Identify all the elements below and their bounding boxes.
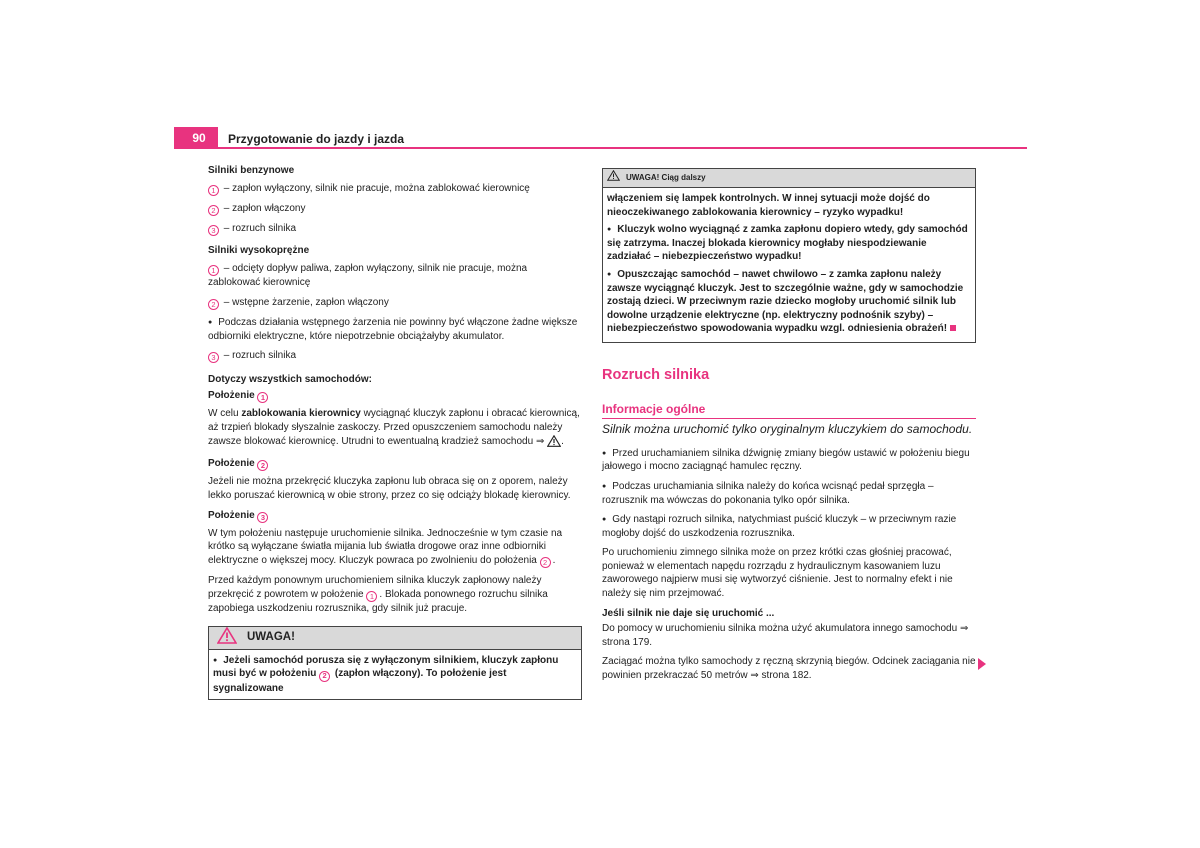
right-column bbox=[602, 168, 976, 689]
warning-continued-p2: ● Kluczyk wolno wyciągnąć z zamka zapłonu dopiero wtedy, gdy samochód się zatrzyma. Inaczej blokada kierownicy mogłaby niespodziewanie zadziałać – niebezpieczeństwo wypadku! bbox=[607, 223, 971, 264]
no-start-heading: Jeśli silnik nie daje się uruchomić ... bbox=[602, 607, 775, 619]
tow-start-text: Zaciągać można tylko samochody z ręczną skrzynią biegów. Odcinek zaciągania nie powinien przekraczać 50 metrów ⇒ strona 182. bbox=[602, 656, 976, 682]
warning-text-a: Jeżeli samochód porusza się z wyłączonym silnikiem, kluczyk zapłonu musi być w położeniu bbox=[213, 654, 559, 680]
diesel-glow-note: ● Podczas działania wstępnego żarzenia nie powinny być włączone żadne większe odbiorniki elektryczne, które niepotrzebnie obciążałyby akumulator. bbox=[208, 316, 582, 343]
warning-box bbox=[208, 626, 582, 700]
warning-text bbox=[213, 654, 577, 695]
warning-continued-p3 bbox=[607, 268, 971, 336]
warning-box-body bbox=[209, 650, 581, 699]
restart-text-b: . Blokada ponownego rozruchu silnika zapobiega uszkodzeniu rozrusznika, gdy silnik już pracuje. bbox=[208, 588, 548, 615]
restart-text bbox=[208, 574, 582, 615]
position-2-text: Jeżeli nie można przekręcić kluczyka zapłonu lub obraca się on z oporem, należy lekko poruszać kierownicą w obie strony, przez co się odciąży blokadę kierownicy. bbox=[208, 476, 571, 501]
left-column bbox=[208, 164, 582, 700]
steering-lock-term: zablokowania kierownicy bbox=[241, 408, 361, 420]
petrol-item-3 bbox=[208, 222, 582, 236]
petrol-item-3-text: – rozruch silnika bbox=[221, 223, 297, 235]
cold-engine-text: Po uruchomieniu zimnego silnika może on przez krótki czas głośniej pracować, ponieważ w elementach napędu rozrządu z hydraulicznym kasowaniem luzu zaworowego najpierw musi się wytworzyć ciśnienie. Jest to normalny efekt i nie należy się nim przejmować. bbox=[602, 547, 953, 600]
position-2-marker: 2 bbox=[257, 460, 268, 471]
position-1-marker: 1 bbox=[366, 591, 377, 602]
warning-continued-p1: włączeniem się lampek kontrolnych. W innej sytuacji może dojść do nieoczekiwanego zablokowania kierownicy – ryzyko wypadku! bbox=[607, 193, 930, 218]
position-1-text: W celu zablokowania kierownicy wyciągnąć kluczyk zapłonu i obracać kierownicą, aż trzpień blokady słyszalnie zaskoczy. Przed opuszczeniem samochodu należy zawsze blokować kierownicę. Utrudni to ewentualną kradzież samochodu ⇒ . bbox=[208, 407, 582, 451]
petrol-item-2-text: – zapłon włączony bbox=[221, 202, 306, 214]
jump-start-text: Do pomocy w uruchomieniu silnika można użyć akumulatora innego samochodu ⇒ strona 179. bbox=[602, 623, 969, 648]
all-cars-heading: Dotyczy wszystkich samochodów: bbox=[208, 374, 372, 386]
warning-icon bbox=[217, 627, 237, 649]
position-3-heading bbox=[208, 509, 582, 523]
position-2-marker: 2 bbox=[319, 671, 330, 682]
position-2-marker: 2 bbox=[208, 205, 219, 216]
diesel-heading: Silniki wysokoprężne bbox=[208, 245, 310, 257]
position-1-text-b: wyciągnąć kluczyk zapłonu i obracać kierownicą, aż trzpień blokady słyszalnie zaskoczy. Przed opuszczeniem samochodu należy zawsze blokować kierownicę. Utrudni to ewentualną kradzież samochodu ⇒ bbox=[208, 408, 580, 447]
warning-continued-body bbox=[603, 188, 975, 342]
intro-text: Silnik można uruchomić tylko oryginalnym kluczykiem do samochodu. bbox=[602, 422, 973, 437]
warning-icon bbox=[607, 170, 620, 186]
position-label: Położenie bbox=[208, 458, 255, 470]
diesel-item-1 bbox=[208, 262, 582, 290]
end-of-section-marker bbox=[950, 325, 956, 331]
diesel-item-2 bbox=[208, 296, 582, 310]
section-title: Rozruch silnika bbox=[602, 366, 710, 383]
position-1-text-a: W celu bbox=[208, 408, 242, 420]
diesel-item-3 bbox=[208, 349, 582, 363]
petrol-heading: Silniki benzynowe bbox=[208, 165, 295, 176]
bullet-neutral-gear: ● Przed uruchamianiem silnika dźwignię zmiany biegów ustawić w położeniu biegu jałowego i mocno zaciągnąć hamulec ręczny. bbox=[602, 447, 976, 474]
warning-title: UWAGA! bbox=[247, 630, 295, 643]
restart-text-a: Przed każdym ponownym uruchomieniem silnika kluczyk zapłonowy należy przekręcić z powrotem w położenie bbox=[208, 575, 542, 600]
position-3-marker: 3 bbox=[208, 352, 219, 363]
header-rule bbox=[174, 147, 1027, 149]
warning-continued-p3-text: Opuszczając samochód – nawet chwilowo – z zamka zapłonu należy zawsze wyciągnąć kluczyk. Jest to szczególnie ważne, gdy w samochodzie zostają dzieci. W przeciwnym razie dziecko mogłoby uruchomić silnik lub dowolne urządzenie elektryczne (np. elektryczny podnośnik szyby) – niebezpieczeństwo spowodowania wypadku wzgl. odniesienia obrażeń! bbox=[607, 268, 964, 335]
position-1-marker: 1 bbox=[208, 185, 219, 196]
warning-continued-header bbox=[603, 169, 975, 188]
warning-continued-box bbox=[602, 168, 976, 343]
petrol-item-2 bbox=[208, 202, 582, 216]
petrol-item-1-text: – zapłon wyłączony, silnik nie pracuje, można zablokować kierownicę bbox=[221, 182, 530, 194]
chapter-title: Przygotowanie do jazdy i jazda bbox=[228, 132, 405, 146]
bullet-release-key: ● Gdy nastąpi rozruch silnika, natychmiast puścić kluczyk – w przeciwnym razie mogłoby dojść do uszkodzenia rozrusznika. bbox=[602, 513, 976, 540]
next-page-arrow-icon[interactable] bbox=[978, 658, 986, 670]
position-2-heading bbox=[208, 457, 582, 471]
warning-box-header bbox=[209, 627, 581, 650]
diesel-item-1-text: – odcięty dopływ paliwa, zapłon wyłączony, silnik nie pracuje, można zablokować kierownicę bbox=[208, 262, 528, 289]
warning-continued-title: UWAGA! Ciąg dalszy bbox=[626, 173, 706, 183]
position-1-marker: 1 bbox=[257, 392, 268, 403]
position-3-marker: 3 bbox=[208, 225, 219, 236]
diesel-item-2-text: – wstępne żarzenie, zapłon włączony bbox=[221, 296, 389, 308]
position-2-marker: 2 bbox=[540, 557, 551, 568]
position-3-text bbox=[208, 527, 582, 568]
position-3-text-a: W tym położeniu następuje uruchomienie silnika. Jednocześnie w tym czasie na krótko są wyłączane światła mijania lub światła drogowe oraz inne odbiorniki elektryczne o większej mocy. Kluczyk powraca po zwolnieniu do położenia bbox=[208, 527, 563, 566]
position-3-text-b: . bbox=[552, 554, 556, 566]
bullet-clutch: ● Podczas uruchamiania silnika należy do końca wcisnąć pedał sprzęgła – rozrusznik ma wówczas do pokonania tylko opór silnika. bbox=[602, 480, 976, 507]
position-label: Położenie bbox=[208, 509, 255, 521]
warning-icon[interactable] bbox=[547, 435, 561, 452]
diesel-item-3-text: – rozruch silnika bbox=[221, 350, 297, 362]
position-3-marker: 3 bbox=[257, 512, 268, 523]
position-label: Położenie bbox=[208, 390, 255, 402]
position-2-marker: 2 bbox=[208, 299, 219, 310]
petrol-item-1 bbox=[208, 182, 582, 196]
position-1-marker: 1 bbox=[208, 265, 219, 276]
subsection-title: Informacje ogólne bbox=[602, 403, 976, 420]
warning-text-b: (zapłon włączony). To położenie jest sygnalizowane bbox=[213, 668, 507, 694]
position-1-heading bbox=[208, 389, 582, 403]
page-number: 90 bbox=[174, 127, 218, 149]
